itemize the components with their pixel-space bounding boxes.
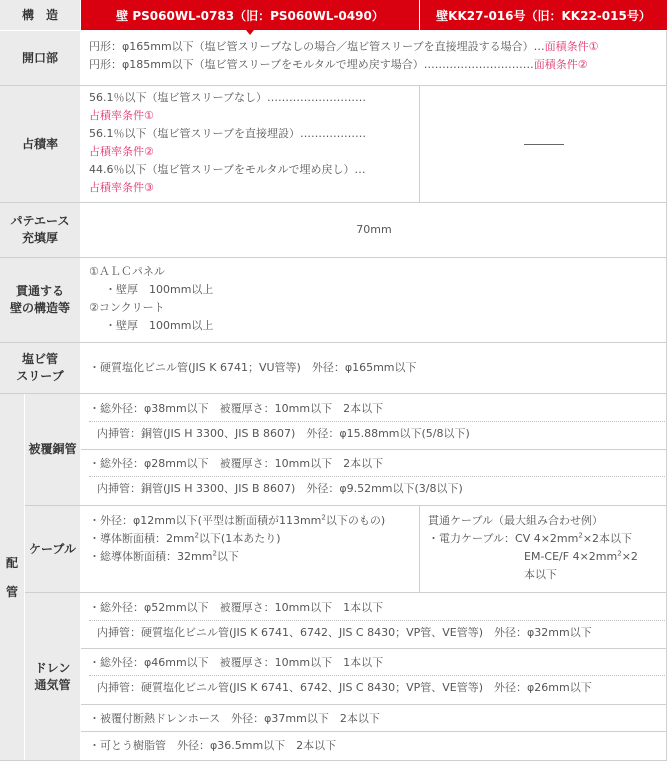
cable-spec-left: [89, 512, 415, 566]
cable-outer-diameter: ・外径：φ12mm以下(平型は断面積が$113mm^2$以下のもの): [89, 513, 386, 527]
copper-row-2: 内挿管：銅管(JIS H 3300、JIS B 8607) 外径：φ15.88mm以下(5/8以下): [97, 427, 470, 440]
putty-value-text: 70mm: [356, 223, 392, 236]
dotted-divider: [89, 421, 667, 422]
drain-label-line-2: 通気管: [34, 678, 71, 692]
divider: [0, 393, 667, 394]
divider: [81, 648, 667, 649]
opening-line-2-text: 円形：φ185mm以下（塩ビ管スリーブをモルタルで埋め戻す場合）…………………………: [89, 58, 534, 71]
header-col-ps060wl-text: 壁 PS060WL-0783（旧：PS060WL-0490）: [116, 8, 384, 23]
divider: [0, 342, 667, 343]
header-pointer-icon: [246, 30, 254, 35]
cable-label: ケーブル: [25, 506, 80, 592]
sleeve-label-line-2: スリーブ: [16, 369, 64, 383]
column-divider: [419, 86, 420, 202]
opening-condition-2: 面積条件②: [533, 58, 588, 71]
cable-power-cv: ・電力ケーブル：CV $4\times 2mm^2\times 2$本以下: [428, 531, 633, 545]
cable-power-em: EM-CE/F $4\times 2mm^2\times 2$: [524, 549, 638, 563]
occupancy-conditions: [89, 89, 415, 197]
drain-row-3: ・総外径：φ46mm以下 被覆厚さ：10mm以下 1本以下: [89, 656, 384, 669]
header-structure-label: 構 造: [0, 0, 80, 30]
occupancy-condition-2: 占積率条件②: [89, 145, 154, 158]
putty-value: [81, 203, 667, 257]
cable-power-count: 本以下: [524, 568, 557, 581]
occupancy-line-2: 56.1％以下（塩ビ管スリーブを直接埋設）………………: [89, 127, 366, 140]
occupancy-label: 占積率: [0, 86, 80, 202]
drain-label-line-1: ドレン: [34, 661, 71, 675]
occupancy-line-1: 56.1％以下（塩ビ管スリーブなし）………………………: [89, 91, 366, 104]
header-col-kk27: [420, 0, 667, 30]
header-col-ps060wl: [81, 0, 419, 30]
opening-label: 開口部: [0, 31, 80, 85]
piping-label-top: 配: [5, 555, 18, 570]
drain-row-1: ・総外径：φ52mm以下 被覆厚さ：10mm以下 1本以下: [89, 601, 384, 614]
cable-total-conductor-area: ・総導体断面積：$32mm^2$以下: [89, 549, 239, 563]
drain-pipe-label: [25, 593, 80, 761]
opening-line-1: [89, 38, 598, 56]
dotted-divider: [89, 476, 667, 477]
wall-structure-list: [89, 263, 489, 335]
drain-row-2: 内挿管：硬質塩化ビニル管(JIS K 6741、6742、JIS C 8430；VP管、VE管等) 外径：φ32mm以下: [97, 626, 592, 639]
putty-label-line-2: 充填厚: [21, 231, 58, 245]
wall-alc-thickness: ・壁厚 100mm以上: [105, 283, 214, 296]
divider: [81, 449, 667, 450]
wall-structure-label: [0, 258, 80, 342]
divider: [0, 85, 667, 86]
dotted-divider: [89, 620, 667, 621]
divider: [81, 704, 667, 705]
wall-concrete-thickness: ・壁厚 100mm以上: [105, 319, 214, 332]
divider: [0, 257, 667, 258]
not-applicable-dash: [524, 144, 564, 145]
column-divider: [419, 506, 420, 592]
wall-structure-label-line-2: 壁の構造等: [9, 301, 70, 315]
copper-row-4: 内挿管：銅管(JIS H 3300、JIS B 8607) 外径：φ9.52mm以下(3/8以下): [97, 482, 463, 495]
header-col-kk27-text: 壁KK27-016号（旧：KK22-015号）: [436, 8, 651, 23]
divider: [25, 592, 667, 593]
cable-example-title: 貫通ケーブル（最大組み合わせ例）: [428, 514, 604, 527]
copper-row-3: ・総外径：φ28mm以下 被覆厚さ：10mm以下 2本以下: [89, 457, 384, 470]
drain-row-4: 内挿管：硬質塩化ビニル管(JIS K 6741、6742、JIS C 8430；VP管、VE管等) 外径：φ26mm以下: [97, 681, 592, 694]
dotted-divider: [89, 675, 667, 676]
drain-row-5: ・被覆付断熱ドレンホース 外径：φ37mm以下 2本以下: [89, 712, 380, 725]
divider: [0, 202, 667, 203]
sleeve-label-line-1: 塩ビ管: [21, 352, 58, 366]
piping-label-bottom: 管: [5, 584, 18, 599]
copper-pipe-label: 被覆銅管: [25, 394, 80, 505]
occupancy-line-3: 44.6％以下（塩ビ管スリーブをモルタルで埋め戻し）…: [89, 163, 366, 176]
opening-line-1-text: 円形：φ165mm以下（塩ビ管スリーブなしの場合／塩ビ管スリーブを直接埋設する場合）…: [89, 40, 545, 53]
drain-row-6: ・可とう樹脂管 外径：φ36.5mm以下 2本以下: [89, 739, 337, 752]
opening-condition-1: 面積条件①: [544, 40, 599, 53]
wall-concrete: ②コンクリート: [89, 301, 165, 314]
divider: [25, 505, 667, 506]
sleeve-label: [0, 343, 80, 393]
putty-label: [0, 203, 80, 257]
copper-row-1: ・総外径：φ38mm以下 被覆厚さ：10mm以下 2本以下: [89, 402, 384, 415]
cable-conductor-area: ・導体断面積：$2mm^2$以下(1本あたり): [89, 531, 281, 545]
divider: [81, 731, 667, 732]
putty-label-line-1: パテエース: [10, 214, 70, 228]
sleeve-value: ・硬質塩化ビニル管(JIS K 6741；VU管等) 外径：φ165mm以下: [89, 361, 417, 374]
opening-line-2: [89, 56, 588, 74]
wall-structure-label-line-1: 貫通する: [15, 284, 64, 298]
occupancy-condition-1: 占積率条件①: [89, 109, 154, 122]
occupancy-condition-3: 占積率条件③: [89, 181, 154, 194]
piping-label: [0, 394, 24, 761]
cable-spec-right: [428, 512, 664, 584]
wall-alc-panel: ①ＡＬＣパネル: [89, 265, 165, 278]
